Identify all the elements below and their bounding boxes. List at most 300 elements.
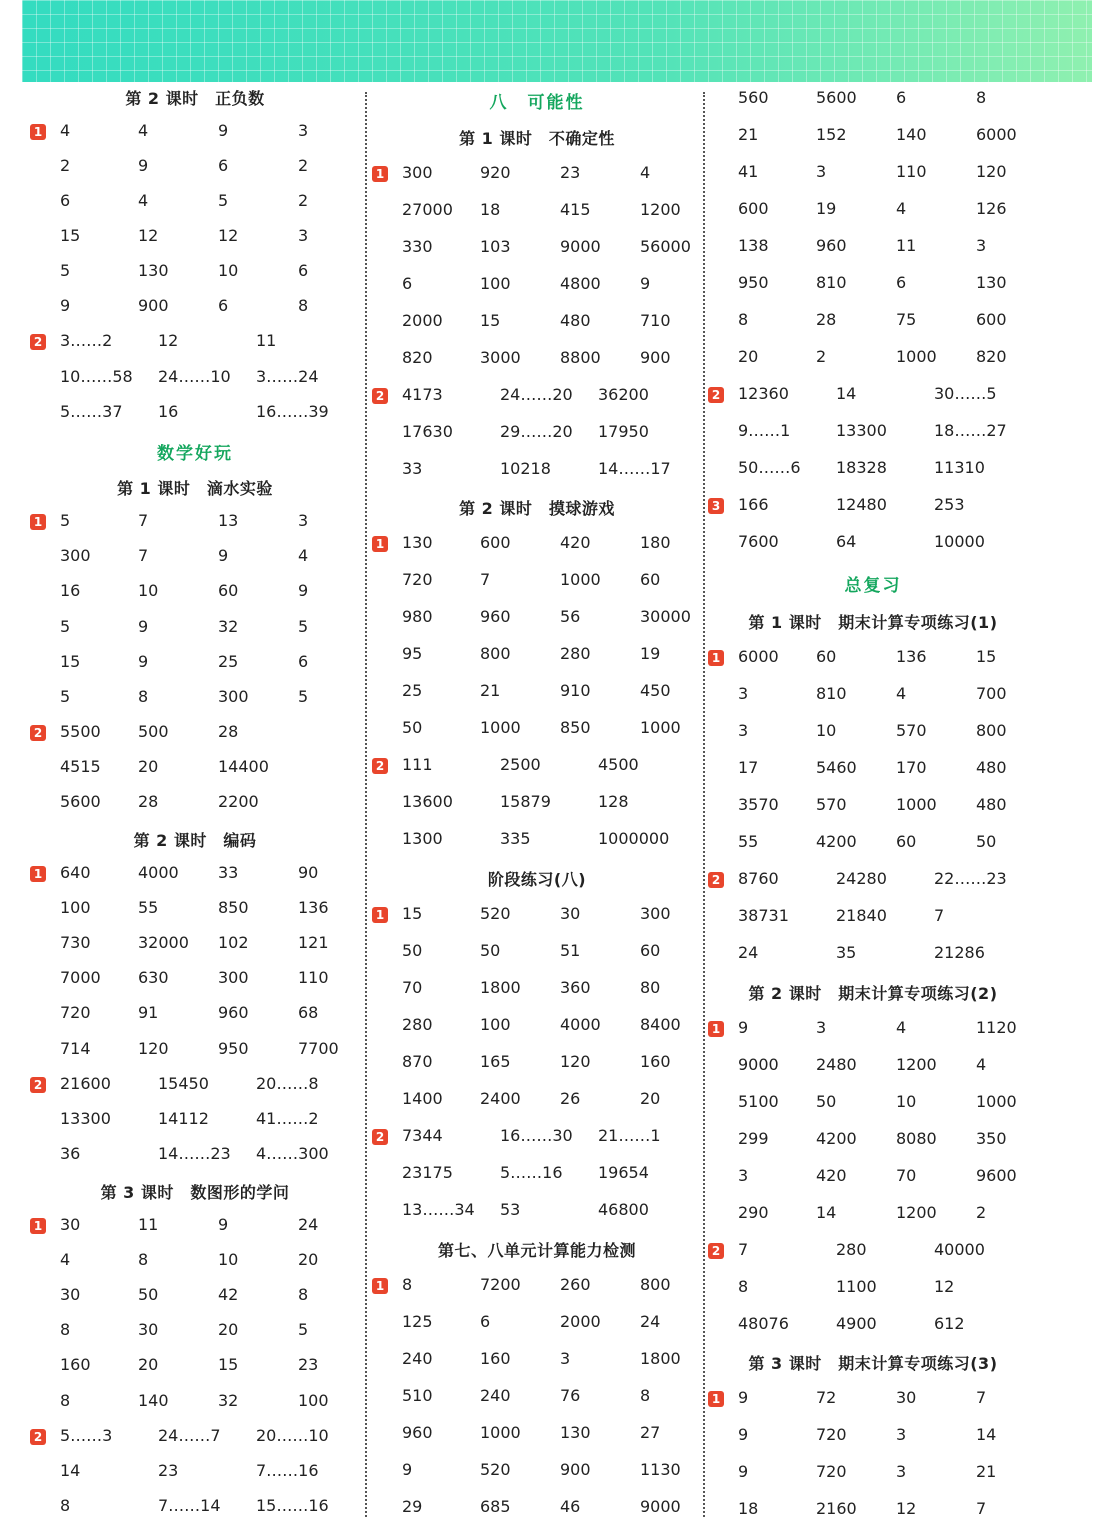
answer-row — [372, 163, 702, 193]
answer-value: 18328 — [836, 458, 887, 477]
answer-value: 8 — [60, 1391, 71, 1410]
answer-value: 5500 — [60, 722, 101, 741]
answer-value: 20……10 — [256, 1426, 329, 1445]
question-number-badge: 3 — [708, 498, 724, 514]
answer-row — [372, 829, 702, 859]
answer-value: 17630 — [402, 422, 453, 441]
answer-value: 5 — [60, 511, 71, 530]
answer-row — [30, 1391, 360, 1421]
answer-row — [372, 348, 702, 378]
answer-value: 300 — [60, 546, 91, 565]
answer-value: 30000 — [640, 607, 691, 626]
answer-value: 23 — [158, 1461, 179, 1480]
answer-value: 75 — [896, 310, 917, 329]
answer-value: 126 — [976, 199, 1007, 218]
answer-value: 12360 — [738, 384, 789, 403]
answer-value: 480 — [976, 795, 1007, 814]
answer-value: 28 — [816, 310, 837, 329]
answer-value: 1000 — [896, 795, 937, 814]
answer-value: 15 — [402, 904, 423, 923]
answer-value: 6 — [896, 88, 907, 107]
answer-row — [30, 757, 360, 787]
answer-row — [30, 1355, 360, 1385]
answer-value: 4 — [976, 1055, 987, 1074]
answer-value: 24280 — [836, 869, 887, 888]
answer-value: 1000 — [896, 347, 937, 366]
answer-row — [372, 644, 702, 674]
answer-row — [708, 684, 1038, 714]
answer-value: 8 — [298, 296, 309, 315]
answer-row — [372, 311, 702, 341]
answer-value: 15 — [976, 647, 997, 666]
answer-row — [372, 904, 702, 934]
answer-value: 350 — [976, 1129, 1007, 1148]
answer-value: 12 — [138, 226, 159, 245]
answer-value: 15 — [60, 652, 81, 671]
answer-value: 3 — [298, 511, 309, 530]
answer-value: 1800 — [480, 978, 521, 997]
answer-value: 730 — [60, 933, 91, 952]
unit-heading: 总复习 — [844, 576, 902, 596]
answer-row — [708, 310, 1038, 340]
answer-value: 19 — [816, 199, 837, 218]
answer-value: 136 — [896, 647, 927, 666]
answer-value: 20 — [138, 757, 159, 776]
answer-value: 5 — [298, 687, 309, 706]
answer-value: 4173 — [402, 385, 443, 404]
answer-value: 4 — [138, 121, 149, 140]
answer-value: 130 — [976, 273, 1007, 292]
column-divider-right — [703, 92, 705, 1517]
answer-row — [372, 385, 702, 415]
answer-value: 15 — [218, 1355, 239, 1374]
answer-value: 1120 — [976, 1018, 1017, 1037]
answer-value: 3 — [816, 1018, 827, 1037]
answer-value: 280 — [402, 1015, 433, 1034]
answer-row — [372, 941, 702, 971]
question-number-badge: 2 — [30, 725, 46, 741]
answer-row — [708, 1462, 1038, 1492]
answer-value: 15 — [60, 226, 81, 245]
answer-value: 360 — [560, 978, 591, 997]
answer-value: 20 — [298, 1250, 319, 1269]
answer-row — [708, 1018, 1038, 1048]
answer-value: 29 — [402, 1497, 423, 1516]
answer-value: 2 — [60, 156, 71, 175]
unit-heading: 数学好玩 — [157, 444, 233, 464]
answer-row — [30, 863, 360, 893]
answer-value: 91 — [138, 1003, 159, 1022]
answer-value: 21 — [480, 681, 501, 700]
answer-value: 420 — [560, 533, 591, 552]
answer-value: 14400 — [218, 757, 269, 776]
answer-row — [372, 1163, 702, 1193]
answer-row — [372, 274, 702, 304]
answer-value: 7 — [138, 546, 149, 565]
answer-row — [708, 906, 1038, 936]
answer-value: 60 — [640, 570, 661, 589]
answer-value: 3 — [738, 721, 749, 740]
answer-row — [30, 1074, 360, 1104]
answer-value: 9 — [138, 652, 149, 671]
answer-row — [30, 1285, 360, 1315]
answer-value: 300 — [640, 904, 671, 923]
answer-value: 24……20 — [500, 385, 573, 404]
answer-row — [372, 422, 702, 452]
answer-value: 46800 — [598, 1200, 649, 1219]
answer-row — [708, 495, 1038, 525]
question-number-badge: 1 — [708, 1391, 724, 1407]
answer-value: 100 — [298, 1391, 329, 1410]
answer-value: 14 — [816, 1203, 837, 1222]
answer-value: 110 — [896, 162, 927, 181]
question-number-badge: 1 — [372, 166, 388, 182]
answer-value: 10218 — [500, 459, 551, 478]
answer-row — [708, 1166, 1038, 1196]
answer-value: 9 — [138, 156, 149, 175]
answer-value: 14……17 — [598, 459, 671, 478]
answer-value: 900 — [138, 296, 169, 315]
answer-value: 4 — [298, 546, 309, 565]
answer-row — [372, 237, 702, 267]
answer-value: 2480 — [816, 1055, 857, 1074]
answer-value: 110 — [298, 968, 329, 987]
answer-value: 4500 — [598, 755, 639, 774]
answer-row — [708, 236, 1038, 266]
answer-value: 6 — [218, 156, 229, 175]
answer-value: 7 — [138, 511, 149, 530]
answer-value: 25 — [218, 652, 239, 671]
answer-value: 8 — [976, 88, 987, 107]
answer-value: 4 — [896, 199, 907, 218]
answer-value: 5 — [218, 191, 229, 210]
answer-value: 32 — [218, 617, 239, 636]
answer-value: 25 — [402, 681, 423, 700]
answer-value: 480 — [976, 758, 1007, 777]
answer-value: 2160 — [816, 1499, 857, 1518]
answer-value: 4000 — [560, 1015, 601, 1034]
answer-value: 76 — [560, 1386, 581, 1405]
answer-value: 570 — [896, 721, 927, 740]
answer-row — [708, 721, 1038, 751]
answer-value: 240 — [480, 1386, 511, 1405]
answer-row — [30, 1109, 360, 1139]
answer-value: 60 — [896, 832, 917, 851]
unit-heading: 八 可能性 — [489, 93, 585, 113]
answer-value: 42 — [218, 1285, 239, 1304]
answer-value: 130 — [560, 1423, 591, 1442]
answer-row — [30, 402, 360, 432]
answer-value: 6 — [402, 274, 413, 293]
answer-value: 55 — [738, 832, 759, 851]
answer-row — [30, 261, 360, 291]
answer-value: 16……30 — [500, 1126, 573, 1145]
answer-value: 1200 — [640, 200, 681, 219]
answer-value: 14 — [836, 384, 857, 403]
answer-row — [30, 968, 360, 998]
answer-value: 710 — [640, 311, 671, 330]
answer-value: 1800 — [640, 1349, 681, 1368]
answer-row — [708, 1388, 1038, 1418]
answer-value: 23 — [560, 163, 581, 182]
answer-row — [30, 792, 360, 822]
question-number-badge: 2 — [30, 334, 46, 350]
answer-value: 1000 — [640, 718, 681, 737]
answer-value: 8 — [60, 1320, 71, 1339]
answer-value: 140 — [138, 1391, 169, 1410]
answer-value: 3570 — [738, 795, 779, 814]
answer-value: 2 — [976, 1203, 987, 1222]
answer-value: 4 — [138, 191, 149, 210]
answer-row — [708, 273, 1038, 303]
answer-value: 17 — [738, 758, 759, 777]
lesson-title: 第 3 课时 期末计算专项练习(3) — [748, 1354, 998, 1373]
answer-value: 3 — [896, 1462, 907, 1481]
answer-value: 100 — [60, 898, 91, 917]
answer-value: 4……300 — [256, 1144, 329, 1163]
lesson-title: 第七、八单元计算能力检测 — [437, 1241, 636, 1260]
answer-value: 120 — [976, 162, 1007, 181]
answer-value: 910 — [560, 681, 591, 700]
answer-row — [708, 458, 1038, 488]
answer-value: 950 — [738, 273, 769, 292]
answer-value: 121 — [298, 933, 329, 952]
answer-value: 12 — [896, 1499, 917, 1518]
answer-value: 9600 — [976, 1166, 1017, 1185]
answer-value: 33 — [402, 459, 423, 478]
answer-value: 7……14 — [158, 1496, 221, 1515]
answer-value: 6000 — [738, 647, 779, 666]
answer-value: 11 — [896, 236, 917, 255]
answer-value: 4800 — [560, 274, 601, 293]
answer-value: 4515 — [60, 757, 101, 776]
answer-value: 7……16 — [256, 1461, 319, 1480]
answer-row — [30, 581, 360, 611]
answer-row — [708, 1277, 1038, 1307]
answer-value: 24 — [738, 943, 759, 962]
answer-row — [30, 191, 360, 221]
answer-row — [372, 1200, 702, 1230]
answer-value: 15 — [480, 311, 501, 330]
answer-row — [372, 1052, 702, 1082]
answer-value: 30 — [560, 904, 581, 923]
answer-value: 510 — [402, 1386, 433, 1405]
answer-row — [708, 1314, 1038, 1344]
answer-value: 30 — [60, 1215, 81, 1234]
answer-row — [372, 570, 702, 600]
answer-value: 870 — [402, 1052, 433, 1071]
answer-value: 960 — [480, 607, 511, 626]
answer-value: 12 — [158, 331, 179, 350]
answer-row — [30, 617, 360, 647]
answer-value: 8 — [298, 1285, 309, 1304]
answer-value: 140 — [896, 125, 927, 144]
answer-value: 23 — [298, 1355, 319, 1374]
answer-value: 60 — [816, 647, 837, 666]
question-number-badge: 1 — [708, 650, 724, 666]
answer-value: 46 — [560, 1497, 581, 1516]
answer-row — [708, 758, 1038, 788]
answer-row — [30, 511, 360, 541]
question-number-badge: 2 — [372, 1129, 388, 1145]
answer-value: 80 — [640, 978, 661, 997]
answer-value: 950 — [218, 1039, 249, 1058]
answer-value: 685 — [480, 1497, 511, 1516]
answer-value: 9 — [738, 1462, 749, 1481]
answer-value: 1300 — [402, 829, 443, 848]
answer-value: 9 — [402, 1460, 413, 1479]
answer-value: 8080 — [896, 1129, 937, 1148]
answer-value: 41 — [738, 162, 759, 181]
answer-value: 7200 — [480, 1275, 521, 1294]
answer-value: 5100 — [738, 1092, 779, 1111]
answer-value: 720 — [816, 1425, 847, 1444]
answer-value: 1200 — [896, 1203, 937, 1222]
answer-row — [372, 1460, 702, 1490]
answer-value: 12480 — [836, 495, 887, 514]
answer-row — [372, 1423, 702, 1453]
answer-value: 55 — [138, 898, 159, 917]
answer-value: 560 — [738, 88, 769, 107]
answer-value: 420 — [816, 1166, 847, 1185]
answer-value: 15450 — [158, 1074, 209, 1093]
lesson-title: 第 2 课时 正负数 — [125, 89, 265, 108]
answer-value: 10 — [218, 1250, 239, 1269]
answer-value: 50 — [480, 941, 501, 960]
answer-value: 160 — [480, 1349, 511, 1368]
answer-value: 9 — [218, 121, 229, 140]
answer-row — [372, 718, 702, 748]
answer-value: 300 — [402, 163, 433, 182]
answer-value: 103 — [480, 237, 511, 256]
answer-value: 700 — [976, 684, 1007, 703]
answer-value: 299 — [738, 1129, 769, 1148]
answer-value: 612 — [934, 1314, 965, 1333]
answer-value: 10……58 — [60, 367, 133, 386]
answer-row — [372, 533, 702, 563]
answer-value: 32000 — [138, 933, 189, 952]
answer-row — [30, 156, 360, 186]
answer-value: 5600 — [816, 88, 857, 107]
answer-value: 48076 — [738, 1314, 789, 1333]
answer-value: 3000 — [480, 348, 521, 367]
answer-value: 32 — [218, 1391, 239, 1410]
answer-value: 10 — [816, 721, 837, 740]
answer-value: 60 — [640, 941, 661, 960]
answer-value: 480 — [560, 311, 591, 330]
lesson-title: 第 3 课时 数图形的学问 — [100, 1183, 290, 1202]
answer-value: 16……39 — [256, 402, 329, 421]
answer-row — [372, 200, 702, 230]
question-number-badge: 1 — [30, 866, 46, 882]
answer-value: 6 — [218, 296, 229, 315]
answer-value: 9 — [640, 274, 651, 293]
answer-row — [708, 943, 1038, 973]
answer-value: 21286 — [934, 943, 985, 962]
answer-value: 56 — [560, 607, 581, 626]
answer-row — [372, 607, 702, 637]
answer-value: 9000 — [640, 1497, 681, 1516]
answer-value: 335 — [500, 829, 531, 848]
answer-value: 810 — [816, 273, 847, 292]
question-number-badge: 1 — [372, 907, 388, 923]
answer-value: 450 — [640, 681, 671, 700]
answer-value: 36200 — [598, 385, 649, 404]
answer-value: 2000 — [560, 1312, 601, 1331]
answer-value: 16 — [158, 402, 179, 421]
answer-row — [30, 1426, 360, 1456]
answer-value: 13300 — [60, 1109, 111, 1128]
answer-value: 850 — [560, 718, 591, 737]
answer-value: 18 — [480, 200, 501, 219]
answer-row — [708, 1092, 1038, 1122]
answer-value: 2000 — [402, 311, 443, 330]
answer-value: 7 — [976, 1388, 987, 1407]
answer-value: 18 — [738, 1499, 759, 1518]
answer-value: 152 — [816, 125, 847, 144]
answer-value: 166 — [738, 495, 769, 514]
lesson-title: 第 2 课时 摸球游戏 — [459, 499, 615, 518]
answer-value: 5 — [60, 261, 71, 280]
answer-value: 260 — [560, 1275, 591, 1294]
answer-value: 7 — [934, 906, 945, 925]
answer-row — [708, 795, 1038, 825]
answer-value: 810 — [816, 684, 847, 703]
answer-value: 4 — [896, 1018, 907, 1037]
answer-row — [708, 88, 1038, 118]
answer-row — [372, 978, 702, 1008]
answer-value: 130 — [402, 533, 433, 552]
answer-value: 13300 — [836, 421, 887, 440]
question-number-badge: 2 — [372, 758, 388, 774]
answer-value: 520 — [480, 904, 511, 923]
answer-row — [708, 1203, 1038, 1233]
answer-value: 11 — [138, 1215, 159, 1234]
answer-row — [708, 347, 1038, 377]
lesson-title: 第 1 课时 期末计算专项练习(1) — [748, 613, 998, 632]
answer-value: 180 — [640, 533, 671, 552]
answer-value: 8 — [738, 310, 749, 329]
answer-value: 8760 — [738, 869, 779, 888]
answer-value: 50 — [402, 941, 423, 960]
answer-row — [30, 331, 360, 361]
answer-value: 21 — [976, 1462, 997, 1481]
answer-value: 21840 — [836, 906, 887, 925]
answer-row — [372, 1386, 702, 1416]
answer-value: 330 — [402, 237, 433, 256]
answer-value: 30 — [896, 1388, 917, 1407]
answer-value: 720 — [402, 570, 433, 589]
answer-value: 120 — [560, 1052, 591, 1071]
answer-value: 21……1 — [598, 1126, 661, 1145]
question-number-badge: 1 — [372, 1278, 388, 1294]
answer-row — [372, 1015, 702, 1045]
answer-value: 7700 — [298, 1039, 339, 1058]
answer-value: 170 — [896, 758, 927, 777]
answer-value: 50 — [402, 718, 423, 737]
answer-value: 6 — [896, 273, 907, 292]
answer-value: 24……7 — [158, 1426, 221, 1445]
answer-row — [372, 681, 702, 711]
answer-row — [30, 1320, 360, 1350]
answer-value: 3 — [816, 162, 827, 181]
answer-row — [708, 532, 1038, 562]
answer-value: 40000 — [934, 1240, 985, 1259]
answer-value: 900 — [560, 1460, 591, 1479]
answer-value: 13600 — [402, 792, 453, 811]
answer-row — [30, 722, 360, 752]
answer-row — [372, 1089, 702, 1119]
